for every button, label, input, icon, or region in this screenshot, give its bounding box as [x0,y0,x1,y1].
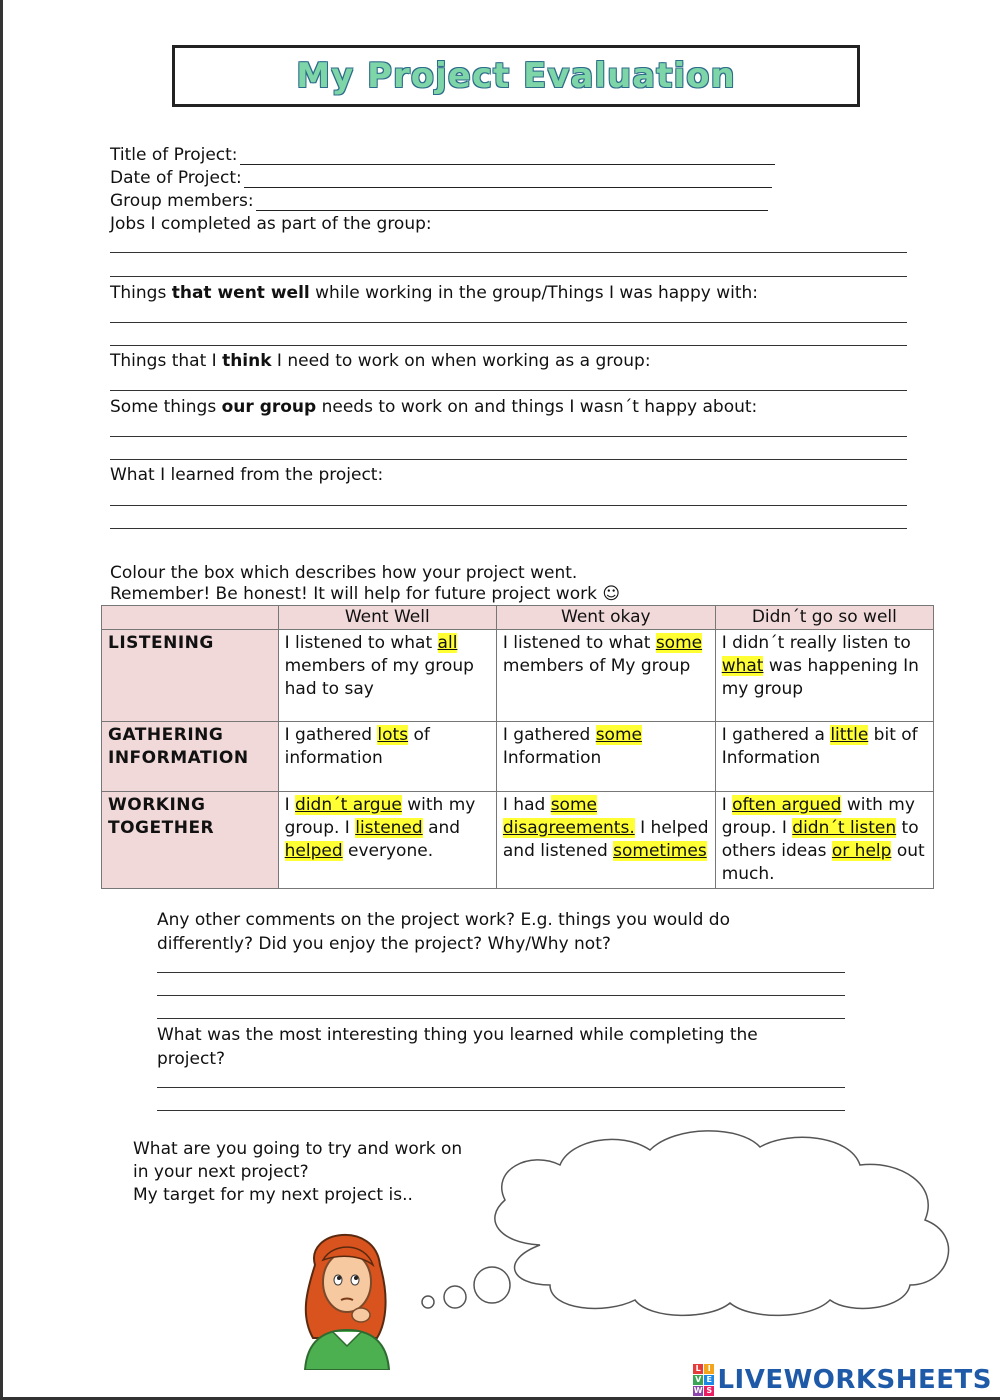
liveworksheets-mark-icon [693,1364,714,1396]
thought-bubble [422,1296,434,1308]
answer-line[interactable] [110,390,907,391]
project-date-label: Date of Project: [110,168,242,188]
interesting-question: What was the most interesting thing you learned while completing the project? [157,1025,758,1069]
mark-letter: L [693,1364,703,1374]
answer-line[interactable] [110,252,907,253]
project-date-line[interactable] [244,172,772,188]
working-okay-cell[interactable]: I had some disagreements. I helped and listened sometimes [496,792,715,889]
answer-line[interactable] [157,972,845,973]
answer-line[interactable] [110,436,907,437]
mark-letter: V [695,1375,702,1384]
mark-letter: I [704,1364,714,1374]
answer-line[interactable] [110,322,907,323]
project-date-field[interactable] [110,168,772,188]
group-members-label: Group members: [110,191,254,211]
gathering-well-cell[interactable]: I gathered lots of information [278,722,496,792]
comments-question: Any other comments on the project work? E.g. things you would do differently? Did you enjoy the project? Why/Why not? [157,910,731,954]
liveworksheets-logo[interactable] [693,1364,992,1396]
answer-line[interactable] [157,1110,845,1111]
answer-line[interactable] [110,528,907,529]
project-title-field[interactable] [110,145,775,165]
working-poor-cell[interactable]: I often argued with my group. I didn´t listen to others ideas or help out much. [715,792,933,889]
mark-letter: W [693,1386,704,1395]
listening-okay-cell[interactable]: I listened to what some members of My group [496,630,715,722]
evaluation-table [101,605,934,889]
went-well-question: Things that went well while working in the group/Things I was happy with: [110,283,759,303]
table-instructions: Colour the box which describes how your project went. Remember! Be honest! It will help for future project work ☺ [110,563,621,604]
title-box [172,45,860,107]
group-question: Some things our group needs to work on and things I wasn´t happy about: [110,397,758,417]
jobs-question: Jobs I completed as part of the group: [110,214,432,234]
header-went-okay: Went okay [496,606,715,630]
answer-line[interactable] [110,459,907,460]
project-title-line[interactable] [240,149,775,165]
thought-bubble [474,1267,510,1303]
thinking-girl-illustration [285,1220,405,1370]
answer-line[interactable] [110,505,907,506]
working-well-cell[interactable]: I didn´t argue with my group. I listened and helped everyone. [278,792,496,889]
row-label-working: WORKING TOGETHER [102,792,279,889]
gathering-poor-cell[interactable]: I gathered a little bit of Information [715,722,933,792]
learned-question: What I learned from the project: [110,465,384,485]
answer-line[interactable] [157,1018,845,1019]
group-members-line[interactable] [256,195,768,211]
answer-line[interactable] [157,1087,845,1088]
project-title-label: Title of Project: [110,145,238,165]
row-label-gathering: GATHERING INFORMATION [102,722,279,792]
table-row [102,630,934,722]
mark-letter: E [704,1375,714,1385]
think-question: Things that I think I need to work on when working as a group: [110,351,651,371]
table-header-row [102,606,934,630]
thought-bubble [444,1286,466,1308]
gathering-okay-cell[interactable]: I gathered some Information [496,722,715,792]
table-row [102,792,934,889]
row-label-listening: LISTENING [102,630,279,722]
mark-letter: S [706,1386,713,1395]
listening-poor-cell[interactable]: I didn´t really listen to what was happening In my group [715,630,933,722]
table-corner [102,606,279,630]
answer-line[interactable] [110,276,907,277]
group-members-field[interactable] [110,191,768,211]
page-title: My Project Evaluation [296,56,736,96]
header-not-well: Didn´t go so well [715,606,933,630]
thought-cloud[interactable] [410,1125,990,1325]
table-row [102,722,934,792]
answer-line[interactable] [110,345,907,346]
liveworksheets-text: LIVEWORKSHEETS [717,1365,992,1395]
target-question: What are you going to try and work on in your next project? My target for my next project is.. [133,1139,463,1205]
answer-line[interactable] [157,995,845,996]
header-went-well: Went Well [278,606,496,630]
listening-well-cell[interactable]: I listened to what all members of my group had to say [278,630,496,722]
